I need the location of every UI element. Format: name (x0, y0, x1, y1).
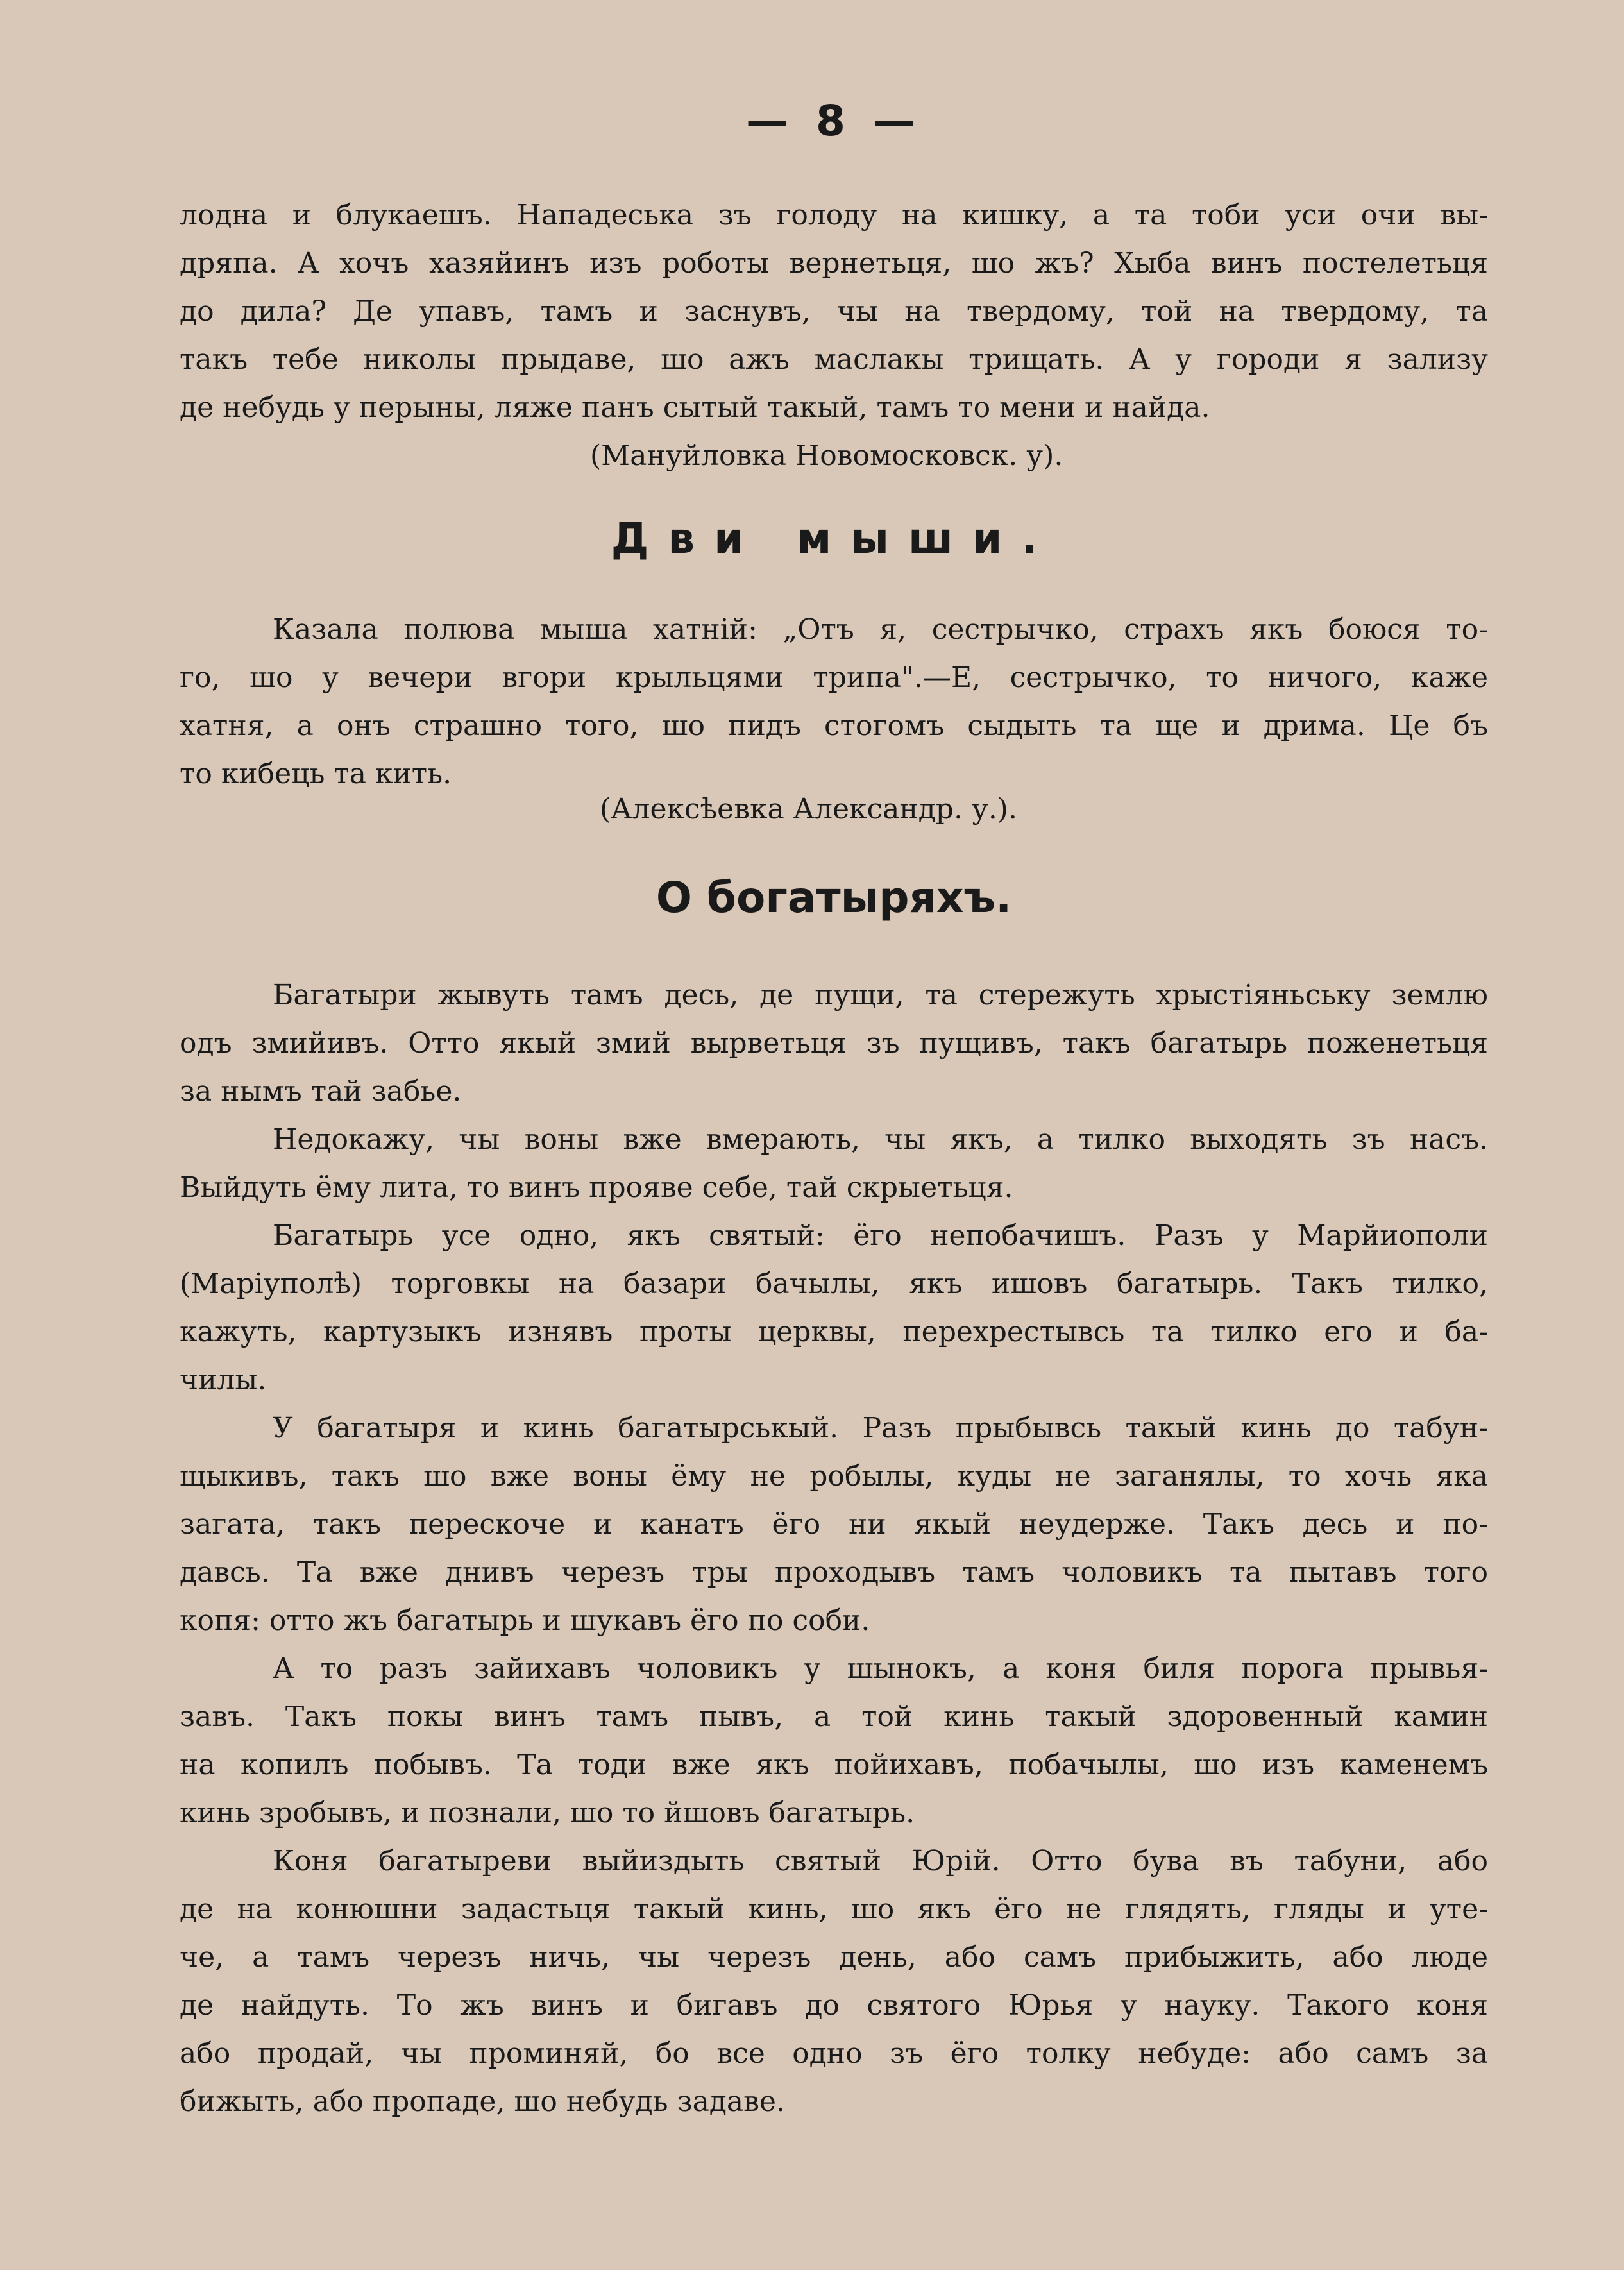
section2-line: чилы. (180, 1364, 267, 1396)
section2-line: де найдуть. То жъ винъ и бигавъ до святого Юрья у науку. Такого коня (180, 1989, 1488, 2022)
section2-line: копя: отто жъ багатырь и шукавъ ёго по соби. (180, 1604, 870, 1637)
intro-line: такъ тебе николы прыдаве, шо ажъ маслакы трищать. А у городи я зализу (180, 343, 1488, 376)
section2-line: кажуть, картузыкъ изнявъ проты церквы, перехрестывсь та тилко его и ба- (180, 1316, 1488, 1348)
section2-line: Коня багатыреви выйиздыть святый Юрій. Отто бува въ табуни, або (273, 1845, 1488, 1877)
section2-line: А то разъ зайихавъ чоловикъ у шынокъ, а коня биля порога прывья- (273, 1652, 1488, 1685)
section2-line: че, а тамъ черезъ ничь, чы черезъ день, або самъ прибыжить, або люде (180, 1941, 1488, 1974)
intro-line: до дила? Де упавъ, тамъ и заснувъ, чы на твердому, той на твердому, та (180, 295, 1488, 328)
intro-line: де небудь у перыны, ляже панъ сытый такый, тамъ то мени и найда. (180, 391, 1210, 424)
section2-line: де на конюшни задастьця такый кинь, шо якъ ёго не глядять, гляды и уте- (180, 1893, 1488, 1926)
section2-line: щыкивъ, такъ шо вже воны ёму не робылы, куды не заганялы, то хочь яка (180, 1460, 1488, 1493)
section2-line: бижыть, або пропаде, шо небудь задаве. (180, 2085, 785, 2118)
intro-line: лодна и блукаешъ. Нападеська зъ голоду на кишку, а та тоби уси очи вы- (180, 199, 1488, 232)
section2-line: завъ. Такъ покы винъ тамъ пывъ, а той кинь такый здоровенный камин (180, 1700, 1488, 1733)
section1-line: го, шо у вечери вгори крыльцями трипа".—Е, сестрычко, то ничого, каже (180, 661, 1488, 694)
section2-line: У багатыря и кинь багатырськый. Разъ прыбывсь такый кинь до табун- (273, 1412, 1488, 1444)
section1-source: (Алексѣевка Александр. у.). (600, 793, 1017, 826)
section-title-two-mice: Дви мыши. (611, 514, 1057, 563)
section2-line: або продай, чы проминяй, бо все одно зъ ёго толку небуде: або самъ за (180, 2037, 1488, 2070)
section2-line: кинь зробывъ, и познали, шо то йшовъ багатырь. (180, 1797, 915, 1829)
section1-line: хатня, а онъ страшно того, шо пидъ стогомъ сыдыть та ще и дрима. Це бъ (180, 709, 1488, 742)
section-title-bogatyrs: О богатыряхъ. (656, 873, 1012, 922)
intro-source: (Мануйловка Новомосковск. у). (590, 439, 1063, 472)
section2-line: Багатырь усе одно, якъ святый: ёго непобачишъ. Разъ у Марйиополи (273, 1219, 1488, 1252)
section2-line: (Маріуполѣ) торговкы на базари бачылы, якъ ишовъ багатырь. Такъ тилко, (180, 1267, 1488, 1300)
section2-line: Багатыри жывуть тамъ десь, де пущи, та стережуть хрыстіяньську землю (273, 979, 1488, 1012)
document-page (180, 0, 1488, 2270)
section2-line: за нымъ тай забье. (180, 1075, 462, 1108)
section2-line: загата, такъ перескоче и канатъ ёго ни якый неудерже. Такъ десь и по- (180, 1508, 1488, 1541)
section2-line: на копилъ побывъ. Та тоди вже якъ пойихавъ, побачылы, шо изъ каменемъ (180, 1749, 1488, 1781)
section2-line: Недокажу, чы воны вже вмерають, чы якъ, а тилко выходять зъ насъ. (273, 1123, 1488, 1156)
intro-line: дряпа. А хочъ хазяйинъ изъ роботы вернетьця, шо жъ? Хыба винъ постелетьця (180, 247, 1488, 280)
page-number: — 8 — (746, 96, 922, 146)
section2-line: давсь. Та вже днивъ черезъ тры проходывъ тамъ чоловикъ та пытавъ того (180, 1556, 1488, 1589)
section2-line: Выйдуть ёму лита, то винъ прояве себе, тай скрыетьця. (180, 1171, 1013, 1204)
section2-line: одъ змийивъ. Отто якый змий вырветьця зъ пущивъ, такъ багатырь поженетьця (180, 1027, 1488, 1060)
section1-line: то кибець та кить. (180, 758, 452, 790)
section1-line: Казала полюва мыша хатній: „Отъ я, сестрычко, страхъ якъ боюся то- (273, 613, 1488, 646)
